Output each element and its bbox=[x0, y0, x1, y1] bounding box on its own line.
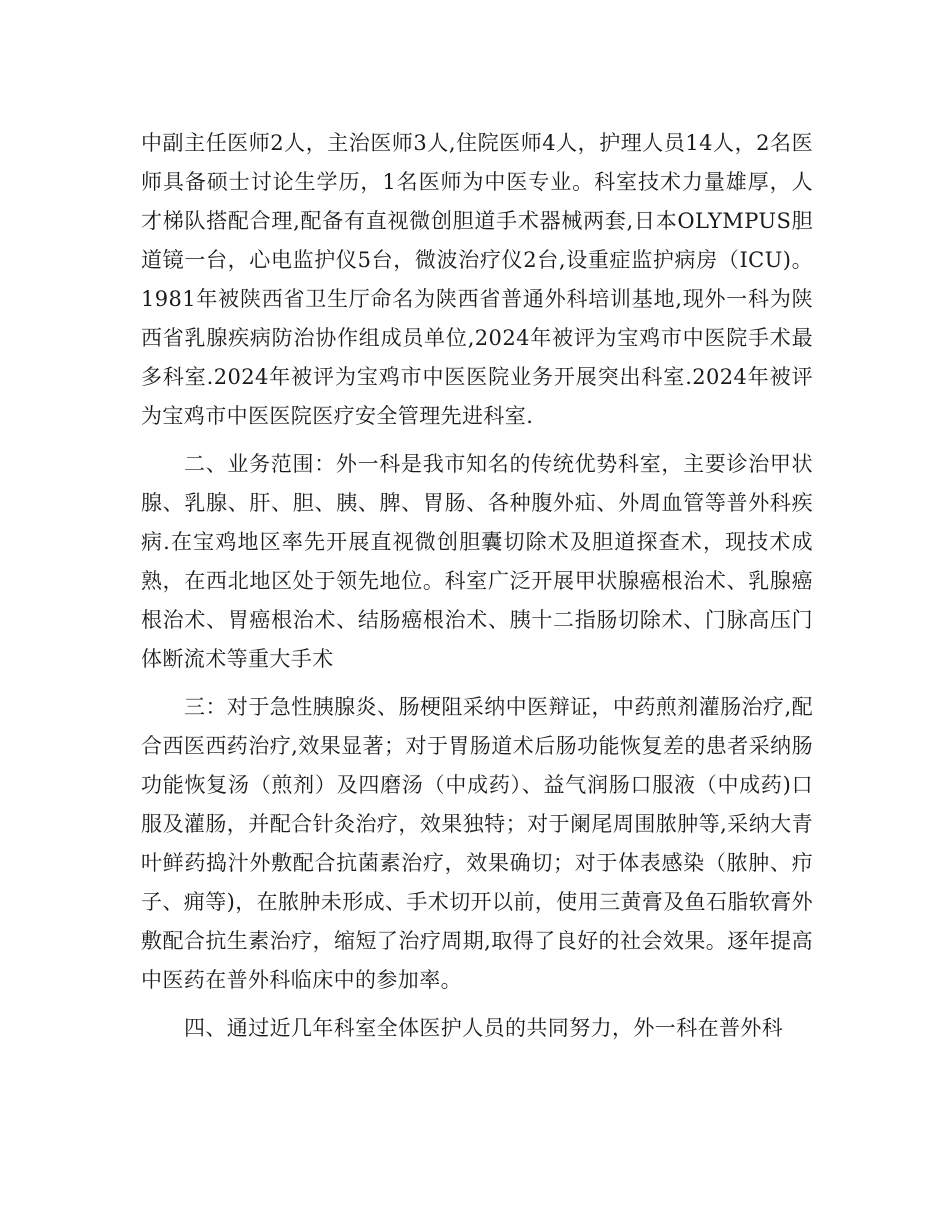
document-body bbox=[141, 124, 813, 1048]
paragraph-staff-and-equipment: 中副主任医师2人，主治医师3人,住院医师4人，护理人员14人，2名医师具备硕士讨论生学历，1名医师为中医专业。科室技术力量雄厚，人才梯队搭配合理,配备有直视微创胆道手术器械两套,日本OLYMPUS胆道镜一台，心电监护仪5台，微波治疗仪2台,设重症监护病房（ICU)。1981年被陕西省卫生厅命名为陕西省普通外科培训基地,现外一科为陕西省乳腺疾病防治协作组成员单位,2024年被评为宝鸡市中医院手术最多科室.2024年被评为宝鸡市中医医院业务开展突出科室.2024年被评为宝鸡市中医医院医疗安全管理先进科室. bbox=[141, 131, 813, 428]
paragraph-business-scope: 二、业务范围：外一科是我市知名的传统优势科室，主要诊治甲状腺、乳腺、肝、胆、胰、脾、胃肠、各种腹外疝、外周血管等普外科疾病.在宝鸡地区率先开展直视微创胆囊切除术及胆道探查术，现技术成熟，在西北地区处于领先地位。科室广泛开展甲状腺癌根治术、乳腺癌根治术、胃癌根治术、结肠癌根治术、胰十二指肠切除术、门脉高压门体断流术等重大手术 bbox=[141, 452, 813, 671]
paragraph-achievements: 四、通过近几年科室全体医护人员的共同努力，外一科在普外科 bbox=[184, 1016, 784, 1040]
paragraph-tcm-treatment: 三：对于急性胰腺炎、肠梗阻采纳中医辩证，中药煎剂灌肠治疗,配合西医西药治疗,效果显著；对于胃肠道术后肠功能恢复差的患者采纳肠功能恢复汤（煎剂）及四磨汤（中成药）、益气润肠口服液（中成药)口服及灌肠，并配合针灸治疗，效果独特；对于阑尾周围脓肿等,采纳大青叶鲜药捣汁外敷配合抗菌素治疗，效果确切；对于体表感染（脓肿、疖子、痈等)，在脓肿未形成、手术切开以前，使用三黄膏及鱼石脂软膏外敷配合抗生素治疗，缩短了治疗周期,取得了良好的社会效果。逐年提高中医药在普外科临床中的参加率。 bbox=[141, 695, 813, 992]
